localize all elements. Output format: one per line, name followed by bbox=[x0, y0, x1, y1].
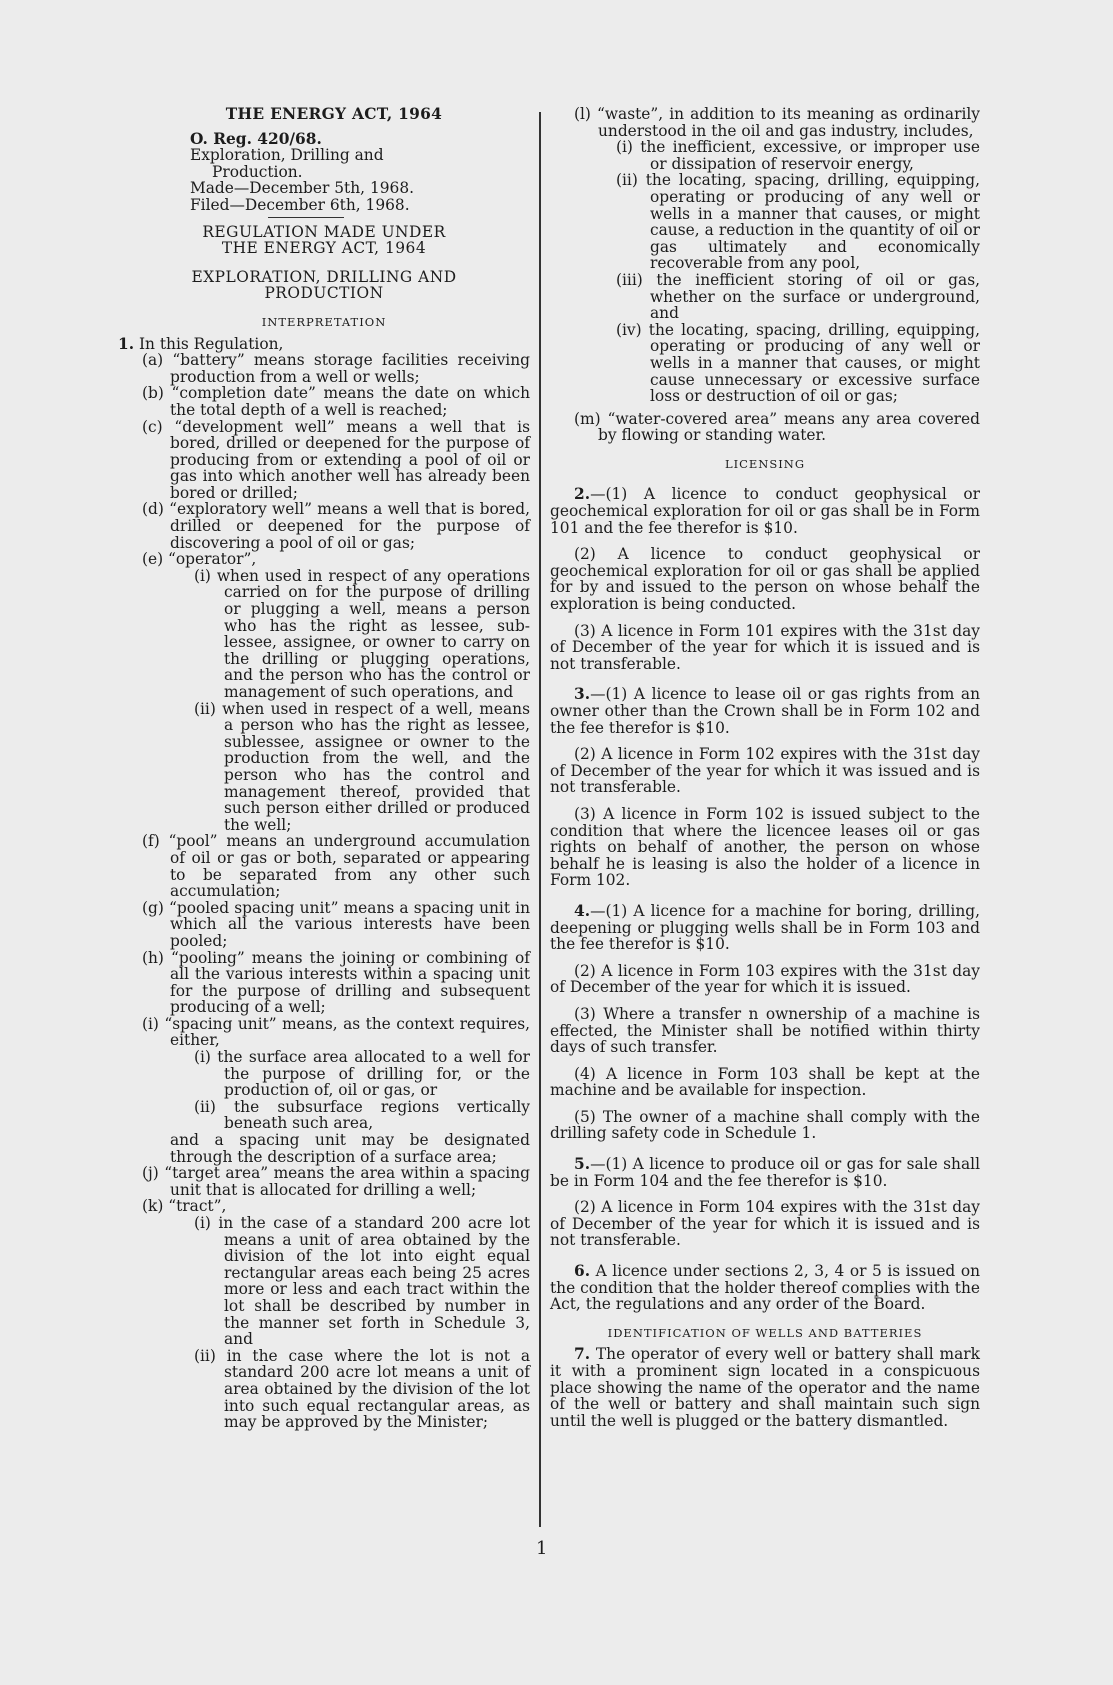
section-4-1: 4.—(1) A licence for a machine for boring, drilling, deepening or plugging wells shall be in Form 103 and the fee therefor is $10. bbox=[550, 901, 980, 954]
definition-a: (a) “battery” means storage facilities receiving production from a well or wells; bbox=[142, 351, 530, 386]
definition-i-ii: (ii) the subsurface regions vertically beneath such area, bbox=[194, 1097, 530, 1133]
definition-c: (c) “development well” means a well that is bored, drilled or deepened for the purpose of producing from or extending a pool of oil or gas into which another well has already been bored or drilled; bbox=[142, 417, 530, 502]
right-column bbox=[550, 106, 980, 1429]
regulation-title: THE ENERGY ACT, 1964 bbox=[221, 239, 427, 258]
divider bbox=[268, 217, 344, 218]
definition-l-iv: (iv) the locating, spacing, drilling, equipping, operating or producing of any well or wells in a manner that causes, or might cause unnecessary or excessive surface loss or destruction of oil or gas; bbox=[616, 320, 980, 406]
section-number: 2. bbox=[574, 485, 591, 504]
section-heading-licensing: LICENSING bbox=[724, 456, 806, 471]
section-4-2: (2) A licence in Form 103 expires with the 31st day of December of the year for which it is issued. bbox=[550, 961, 980, 997]
section-2-1: 2.—(1) A licence to conduct geophysical or geochemical exploration for oil or gas shall be in Form 101 and the fee therefor is $10. bbox=[550, 485, 980, 537]
regulation-subtitle: PRODUCTION bbox=[264, 284, 384, 303]
section-number: 4. bbox=[574, 901, 591, 920]
definition-k-i: (i) in the case of a standard 200 acre lot means a unit of area obtained by the division of the lot into eight equal rectangular areas each being 25 acres more or less and each tract within the lot shall be described by number in the manner set forth in Schedule 3, and bbox=[194, 1214, 530, 1349]
page-number: 1 bbox=[536, 1538, 548, 1559]
section-number: 7. bbox=[574, 1345, 591, 1364]
section-number: 3. bbox=[574, 685, 591, 704]
section-3-3: (3) A licence in Form 102 is issued subject to the condition that where the licencee leases oil or gas rights on behalf of another, the person on whose behalf he is leasing is also the holder of a licence in Form 102. bbox=[550, 804, 980, 890]
definition-l-i: (i) the inefficient, excessive, or improper use or dissipation of reservoir energy, bbox=[616, 138, 980, 173]
act-title: THE ENERGY ACT, 1964 bbox=[225, 105, 443, 123]
definition-i-i: (i) the surface area allocated to a well for the purpose of drilling for, or the production of, oil or gas, or bbox=[194, 1048, 530, 1100]
definition-h: (h) “pooling” means the joining or combining of all the various interests within a spacing unit for the purpose of drilling and subsequent producing of a well; bbox=[142, 948, 530, 1017]
definition-i-tail: and a spacing unit may be designated through the description of a surface area; bbox=[170, 1131, 530, 1166]
section-5-1: 5.—(1) A licence to produce oil or gas for sale shall be in Form 104 and the fee therefor is $10. bbox=[550, 1155, 980, 1190]
section-number: 6. bbox=[574, 1262, 591, 1281]
section-6: 6. A licence under sections 2, 3, 4 or 5 is issued on the condition that the holder thereof complies with the Act, the regulations and any order of the Board. bbox=[550, 1262, 980, 1314]
definition-f: (f) “pool” means an underground accumulation of oil or gas or both, separated or appearing to be separated from any other such accumulation; bbox=[142, 832, 530, 901]
section-4-3: (3) Where a transfer n ownership of a machine is effected, the Minister shall be notified within thirty days of such transfer. bbox=[550, 1004, 980, 1057]
regulation-meta bbox=[190, 147, 530, 213]
definition-e-i: (i) when used in respect of any operations carried on for the purpose of drilling or plugging a well, means a person who has the right as lessee, sub-lessee, assignee, or owner to carry on the drilling or plugging operations, and the person who has the control or management of such operations, and bbox=[194, 566, 530, 701]
section-1-intro: 1. In this Regulation, bbox=[118, 334, 284, 353]
section-heading-identification: IDENTIFICATION OF WELLS AND BATTERIES bbox=[607, 1325, 923, 1340]
definition-e-ii: (ii) when used in respect of a well, means a person who has the right as lessee, sublessee, assignee or owner to the production from the well, and the person who has the control and management thereof, provided that such person either drilled or produced the well; bbox=[194, 699, 530, 834]
filed-date: Filed—December 6th, 1968. bbox=[190, 195, 410, 214]
definition-k-ii: (ii) in the case where the lot is not a standard 200 acre lot means a unit of area obtained by the division of the lot into such equal rectangular areas, as may be approved by the Minister; bbox=[194, 1346, 530, 1432]
section-2-3: (3) A licence in Form 101 expires with the 31st day of December of the year for which it is issued and is not transferable. bbox=[550, 621, 980, 673]
section-number: 5. bbox=[574, 1155, 591, 1174]
subject-line: Exploration, Drilling and bbox=[190, 146, 384, 165]
section-3-2: (2) A licence in Form 102 expires with the 31st day of December of the year for which it was issued and is not transferable. bbox=[550, 745, 980, 797]
left-column bbox=[118, 106, 530, 1431]
definition-g: (g) “pooled spacing unit” means a spacing unit in which all the various interests have been pooled; bbox=[142, 898, 530, 950]
regulation-title: REGULATION MADE UNDER bbox=[202, 222, 446, 241]
definition-b: (b) “completion date” means the date on which the total depth of a well is reached; bbox=[142, 384, 530, 419]
section-7: 7. The operator of every well or battery shall mark it with a prominent sign located in a conspicuous place showing the name of the operator and the name of the well or battery and shall maintain such sign until the well is plugged or the battery dismantled. bbox=[550, 1345, 980, 1430]
definition-k: (k) “tract”, bbox=[142, 1197, 227, 1216]
definition-l: (l) “waste”, in addition to its meaning as ordinarily understood in the oil and gas industry, includes, bbox=[574, 105, 980, 140]
column-divider bbox=[539, 112, 541, 1527]
section-2-2: (2) A licence to conduct geophysical or geochemical exploration for oil or gas shall be applied for by and issued to the person on whose behalf the exploration is being conducted. bbox=[550, 545, 980, 614]
section-heading-interpretation: INTERPRETATION bbox=[261, 314, 387, 329]
section-number: 1. bbox=[118, 334, 135, 353]
definition-l-ii: (ii) the locating, spacing, drilling, equipping, operating or producing of any well or wells in a manner that causes, or might cause, a reduction in the quantity of oil or gas ultimately and economically recoverable from any pool, bbox=[616, 171, 980, 273]
definition-d: (d) “exploratory well” means a well that is bored, drilled or deepened for the purpose of discovering a pool of oil or gas; bbox=[142, 500, 530, 552]
section-4-5: (5) The owner of a machine shall comply with the drilling safety code in Schedule 1. bbox=[550, 1107, 980, 1143]
subject-line: Production. bbox=[212, 162, 303, 181]
definition-j: (j) “target area” means the area within a spacing unit that is allocated for drilling a well; bbox=[142, 1164, 530, 1199]
section-5-2: (2) A licence in Form 104 expires with the 31st day of December of the year for which it is issued and is not transferable. bbox=[550, 1198, 980, 1250]
section-4-4: (4) A licence in Form 103 shall be kept at the machine and be available for inspection. bbox=[550, 1064, 980, 1100]
regulation-subtitle: EXPLORATION, DRILLING AND bbox=[191, 267, 457, 286]
definition-m: (m) “water-covered area” means any area covered by flowing or standing water. bbox=[574, 409, 980, 445]
section-3-1: 3.—(1) A licence to lease oil or gas rights from an owner other than the Crown shall be in Form 102 and the fee therefor is $10. bbox=[550, 685, 980, 737]
regulation-number: O. Reg. 420/68. bbox=[190, 129, 322, 148]
definition-i: (i) “spacing unit” means, as the context requires, either, bbox=[142, 1014, 530, 1050]
definition-l-iii: (iii) the inefficient storing of oil or gas, whether on the surface or underground, and bbox=[616, 270, 980, 323]
definition-e: (e) “operator”, bbox=[142, 550, 257, 569]
made-date: Made—December 5th, 1968. bbox=[190, 179, 414, 198]
